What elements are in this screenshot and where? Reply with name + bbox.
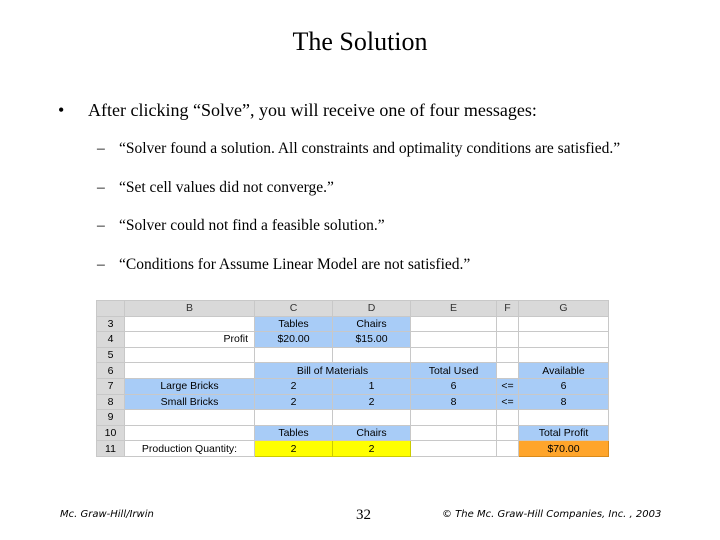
cell-available-header[interactable]: Available	[519, 363, 609, 379]
cell-chairs-qty-header[interactable]: Chairs	[333, 425, 411, 441]
cell[interactable]	[497, 410, 519, 426]
corner-cell	[97, 301, 125, 317]
cell[interactable]	[333, 347, 411, 363]
message-list	[97, 140, 620, 294]
cell-large-op[interactable]: <=	[497, 378, 519, 394]
footer-publisher: Mc. Graw-Hill/Irwin	[60, 509, 154, 520]
row-header[interactable]: 5	[97, 347, 125, 363]
table-row	[97, 441, 609, 457]
table-row	[97, 332, 609, 348]
cell-tables-header[interactable]: Tables	[255, 316, 333, 332]
cell-large-bricks-label[interactable]: Large Bricks	[125, 378, 255, 394]
column-header-b[interactable]: B	[125, 301, 255, 317]
dash: –	[97, 140, 105, 157]
message-item	[97, 217, 620, 256]
message-text: “Conditions for Assume Linear Model are not satisfied.”	[119, 255, 471, 273]
cell-large-available[interactable]: 6	[519, 378, 609, 394]
cell-small-available[interactable]: 8	[519, 394, 609, 410]
cell[interactable]	[125, 316, 255, 332]
row-header[interactable]: 6	[97, 363, 125, 379]
cell-total-profit[interactable]: $70.00	[519, 441, 609, 457]
footer-copyright: © The Mc. Graw-Hill Companies, Inc. , 2003	[442, 509, 662, 520]
solver-spreadsheet	[96, 300, 608, 458]
row-header[interactable]: 3	[97, 316, 125, 332]
cell[interactable]	[255, 347, 333, 363]
cell[interactable]	[411, 332, 497, 348]
dash: –	[97, 255, 105, 273]
slide-title: The Solution	[292, 27, 428, 56]
cell[interactable]	[497, 363, 519, 379]
cell[interactable]	[125, 425, 255, 441]
cell-large-chairs[interactable]: 1	[333, 378, 411, 394]
dash: –	[97, 178, 105, 196]
cell[interactable]	[519, 316, 609, 332]
cell[interactable]	[519, 410, 609, 426]
row-header[interactable]: 10	[97, 425, 125, 441]
cell[interactable]	[497, 347, 519, 363]
cell-large-used[interactable]: 6	[411, 378, 497, 394]
message-item	[97, 256, 620, 295]
cell-profit-tables[interactable]: $20.00	[255, 332, 333, 348]
cell[interactable]	[125, 410, 255, 426]
cell[interactable]	[497, 332, 519, 348]
cell-large-tables[interactable]: 2	[255, 378, 333, 394]
cell-total-profit-header[interactable]: Total Profit	[519, 425, 609, 441]
cell[interactable]	[125, 347, 255, 363]
cell[interactable]	[497, 441, 519, 457]
message-item	[97, 179, 620, 218]
table-row	[97, 363, 609, 379]
cell[interactable]	[255, 410, 333, 426]
message-text: “Solver could not find a feasible solution.”	[119, 217, 385, 234]
column-header-d[interactable]: D	[333, 301, 411, 317]
row-header[interactable]: 7	[97, 378, 125, 394]
cell[interactable]	[497, 425, 519, 441]
cell[interactable]	[519, 347, 609, 363]
row-header[interactable]: 4	[97, 332, 125, 348]
cell-chairs-header[interactable]: Chairs	[333, 316, 411, 332]
cell-small-chairs[interactable]: 2	[333, 394, 411, 410]
bullet-dot: •	[58, 100, 65, 120]
cell-profit-label[interactable]: Profit	[125, 332, 255, 348]
table-row	[97, 378, 609, 394]
message-item	[97, 140, 620, 179]
cell-small-used[interactable]: 8	[411, 394, 497, 410]
cell-tables-qty-header[interactable]: Tables	[255, 425, 333, 441]
cell-small-bricks-label[interactable]: Small Bricks	[125, 394, 255, 410]
cell[interactable]	[497, 316, 519, 332]
cell[interactable]	[519, 332, 609, 348]
cell-total-used-header[interactable]: Total Used	[411, 363, 497, 379]
column-header-row	[97, 301, 609, 317]
message-text: “Set cell values did not converge.”	[119, 178, 334, 196]
row-header[interactable]: 11	[97, 441, 125, 457]
dash: –	[97, 217, 105, 234]
table-row	[97, 394, 609, 410]
cell-qty-chairs[interactable]: 2	[333, 441, 411, 457]
cell-small-tables[interactable]: 2	[255, 394, 333, 410]
cell[interactable]	[411, 410, 497, 426]
column-header-f[interactable]: F	[497, 301, 519, 317]
column-header-e[interactable]: E	[411, 301, 497, 317]
table-row	[97, 425, 609, 441]
main-bullet	[58, 100, 537, 121]
cell-bill-of-materials[interactable]: Bill of Materials	[255, 363, 411, 379]
page-number: 32	[356, 507, 371, 523]
column-header-g[interactable]: G	[519, 301, 609, 317]
bullet-text: After clicking “Solve”, you will receive one of four messages:	[88, 100, 537, 120]
cell[interactable]	[125, 363, 255, 379]
row-header[interactable]: 8	[97, 394, 125, 410]
cell-small-op[interactable]: <=	[497, 394, 519, 410]
table-row	[97, 347, 609, 363]
message-text: “Solver found a solution. All constraints and optimality conditions are satisfied.”	[119, 140, 621, 157]
table-row	[97, 410, 609, 426]
cell[interactable]	[333, 410, 411, 426]
column-header-c[interactable]: C	[255, 301, 333, 317]
cell-qty-tables[interactable]: 2	[255, 441, 333, 457]
row-header[interactable]: 9	[97, 410, 125, 426]
cell[interactable]	[411, 347, 497, 363]
cell-production-quantity-label[interactable]: Production Quantity:	[125, 441, 255, 457]
cell-profit-chairs[interactable]: $15.00	[333, 332, 411, 348]
cell[interactable]	[411, 441, 497, 457]
cell[interactable]	[411, 316, 497, 332]
table-row	[97, 316, 609, 332]
cell[interactable]	[411, 425, 497, 441]
